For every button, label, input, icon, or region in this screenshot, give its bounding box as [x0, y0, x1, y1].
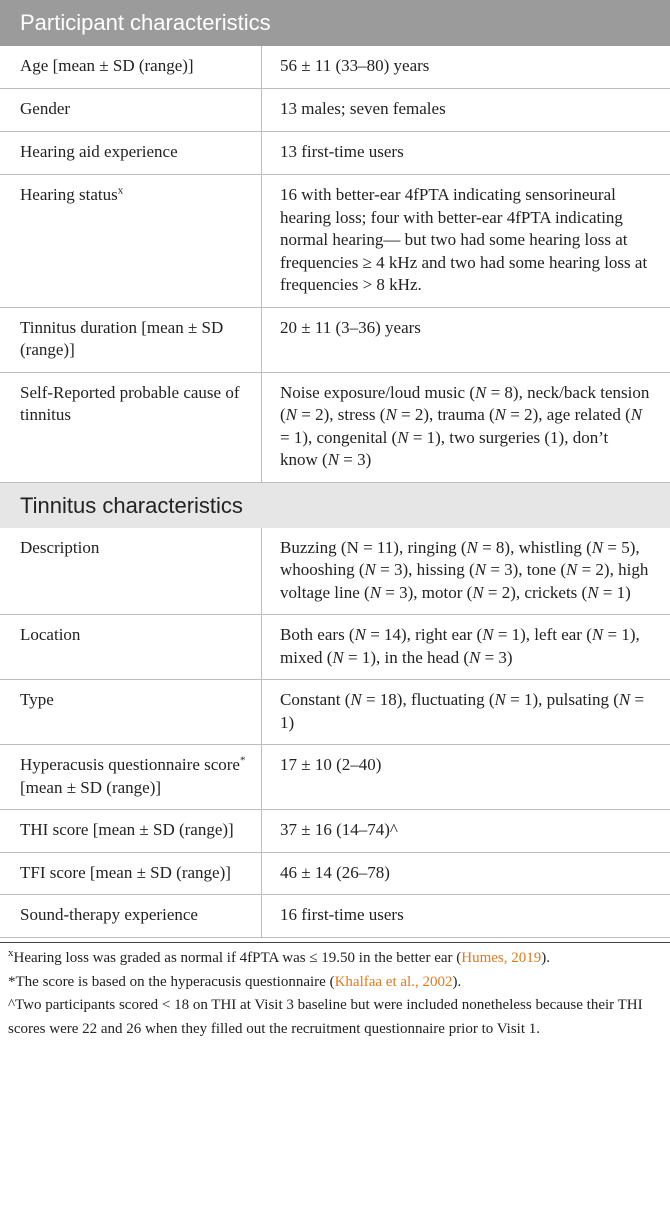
- italic-n: N: [630, 405, 643, 424]
- footnote-text-end: ).: [541, 950, 550, 966]
- value-text: Noise exposure/loud music (: [280, 382, 475, 402]
- value-text: Constant (: [280, 690, 351, 709]
- label-text: Hyperacusis questionnaire score: [20, 755, 240, 774]
- italic-n: N: [494, 405, 506, 424]
- value-text: = 3), tone (: [486, 560, 566, 579]
- value-text: = 3), motor (: [381, 582, 473, 602]
- row-value: [262, 615, 660, 679]
- italic-n: N: [350, 690, 362, 709]
- italic-n: N: [364, 560, 376, 579]
- table-row-hearing-status: [0, 175, 670, 308]
- table-row-sound-therapy: [0, 895, 670, 938]
- italic-n: N: [385, 405, 397, 424]
- italic-n: N: [591, 537, 604, 557]
- table-row-age: [0, 46, 670, 89]
- footnote-text: *The score is based on the hyperacusis questionnaire (: [8, 973, 335, 990]
- italic-n: N: [618, 690, 631, 709]
- row-label: [0, 175, 262, 307]
- label-text: [mean ± SD (range)]: [20, 777, 162, 797]
- table-row-tinnitus-duration: [0, 308, 670, 373]
- value-text: = 2), trauma (: [396, 405, 495, 424]
- row-value: [262, 528, 660, 615]
- row-value: 16 with better-ear 4fPTA indicating sensorineural hearing loss; four with better-ear 4fPTA indicating normal hearing— but two had some hearing loss at frequencies ≥ 4 kHz and two had some hearing loss at frequencies > 8 kHz.: [280, 185, 648, 294]
- footnote-text: Hearing loss was graded as normal if 4fPTA was ≤ 19.50 in the better ear (: [13, 950, 462, 966]
- italic-n: N: [587, 582, 599, 602]
- value-text: = 5), whooshing (: [280, 537, 640, 579]
- row-value: [262, 680, 660, 744]
- row-value: 13 first-time users: [280, 142, 404, 161]
- footnote-caret: ^Two participants scored < 18 on THI at Visit 3 baseline but were included nonetheless because their THI scores were 22 and 26 when they filled out the recruitment questionnaire prior to Visit 1.: [8, 997, 643, 1037]
- footnote-mark: x: [117, 184, 124, 197]
- italic-n: N: [327, 450, 340, 469]
- row-label: Self-Reported probable cause of tinnitus: [0, 373, 262, 482]
- citation-link-khalfaa[interactable]: Khalfaa et al., 2002: [334, 973, 453, 990]
- footnote-mark: x: [8, 947, 14, 959]
- value-text: = 1), pulsating (: [505, 690, 619, 709]
- label-text: Hearing status: [20, 185, 118, 204]
- value-text: Both ears (: [280, 625, 355, 644]
- italic-n: N: [354, 625, 366, 644]
- table-row-hearing-aid: [0, 132, 670, 175]
- row-label: TFI score [mean ± SD (range)]: [0, 853, 262, 895]
- value-text: = 3): [480, 647, 513, 667]
- italic-n: N: [474, 560, 487, 579]
- table-row-location: [0, 615, 670, 680]
- table-row-thi: [0, 810, 670, 853]
- table-footnotes: [0, 942, 670, 1041]
- value-text: Buzzing (N = 11), ringing (: [280, 537, 467, 557]
- row-label: Location: [0, 615, 262, 679]
- row-label: Description: [0, 528, 262, 615]
- citation-link-humes[interactable]: Humes, 2019: [461, 950, 542, 966]
- italic-n: N: [566, 560, 578, 579]
- value-text: = 1): [280, 690, 645, 732]
- italic-n: N: [397, 427, 409, 447]
- italic-n: N: [475, 382, 487, 402]
- value-text: = 14), right ear (: [365, 625, 483, 644]
- italic-n: N: [369, 582, 382, 602]
- table-row-probable-cause: [0, 373, 670, 483]
- value-text: = 1), two surgeries (1), don’t know (: [280, 427, 609, 469]
- row-label: [0, 745, 262, 809]
- table-row-tfi: [0, 853, 670, 896]
- value-text: = 3): [339, 450, 372, 469]
- value-text: = 1): [598, 582, 631, 602]
- value-text: = 1), congenital (: [280, 427, 398, 447]
- row-label: THI score [mean ± SD (range)]: [0, 810, 262, 852]
- value-text: = 2), high voltage line (: [280, 560, 649, 602]
- table-row-gender: [0, 89, 670, 132]
- row-label: Gender: [0, 89, 262, 131]
- row-label: Hearing aid experience: [0, 132, 262, 174]
- table-row-description: [0, 528, 670, 616]
- row-value: 37 ± 16 (14–74)^: [280, 820, 398, 839]
- italic-n: N: [494, 690, 506, 709]
- value-text: = 18), fluctuating (: [361, 690, 495, 709]
- section-header-tinnitus: Tinnitus characteristics: [0, 483, 670, 528]
- italic-n: N: [591, 625, 604, 644]
- italic-n: N: [472, 582, 484, 602]
- value-text: = 1), left ear (: [493, 625, 592, 644]
- value-text: = 1), mixed (: [280, 625, 640, 667]
- row-value: 16 first-time users: [280, 905, 404, 924]
- row-value: 17 ± 10 (2–40): [280, 755, 382, 774]
- footnote-x: [8, 947, 666, 971]
- value-text: = 2), age related (: [506, 405, 631, 424]
- value-text: = 3), hissing (: [375, 560, 475, 579]
- row-label: Type: [0, 680, 262, 744]
- row-value: 56 ± 11 (33–80) years: [280, 56, 430, 75]
- row-label: Tinnitus duration [mean ± SD (range)]: [0, 308, 262, 372]
- value-text: = 8), whistling (: [477, 537, 592, 557]
- row-value: [262, 373, 660, 482]
- row-label: Age [mean ± SD (range)]: [0, 46, 262, 88]
- value-text: = 8), neck/back tension (: [280, 382, 650, 424]
- table-row-hyperacusis: [0, 745, 670, 810]
- value-text: = 1), in the head (: [343, 647, 469, 667]
- value-text: = 2), stress (: [297, 405, 386, 424]
- footnote-mark: *: [239, 754, 246, 767]
- value-text: = 2), crickets (: [483, 582, 588, 602]
- table-row-type: [0, 680, 670, 745]
- footnote-star: [8, 971, 666, 995]
- italic-n: N: [469, 647, 481, 667]
- row-value: 13 males; seven females: [280, 99, 446, 118]
- section-header-participant: Participant characteristics: [0, 0, 670, 46]
- italic-n: N: [482, 625, 494, 644]
- italic-n: N: [466, 537, 478, 557]
- footnote-text-end: ).: [452, 973, 462, 990]
- row-value: 20 ± 11 (3–36) years: [280, 317, 421, 337]
- row-label: Sound-therapy experience: [0, 895, 262, 937]
- italic-n: N: [332, 647, 344, 667]
- row-value: 46 ± 14 (26–78): [280, 862, 390, 882]
- italic-n: N: [285, 405, 298, 424]
